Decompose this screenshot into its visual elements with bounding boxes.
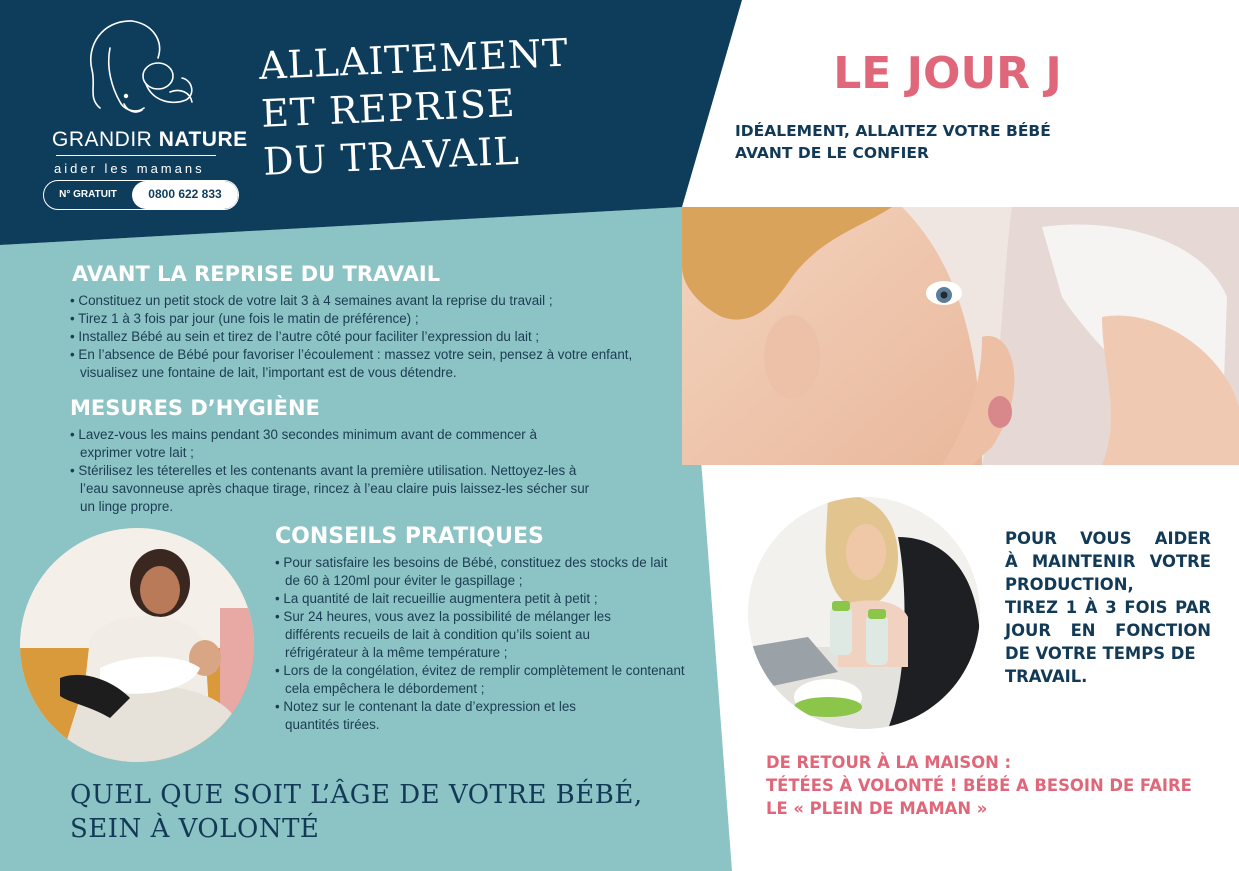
brand-name: GRANDIR NATURE xyxy=(52,128,248,151)
list-item: • Installez Bébé au sein et tirez de l’autre côté pour faciliter l’expression du lait ; xyxy=(70,328,670,346)
list-item: • Tirez 1 à 3 fois par jour (une fois le matin de préférence) ; xyxy=(70,310,670,328)
title-line: DU TRAVAIL xyxy=(262,128,521,184)
aide-text xyxy=(1005,527,1211,688)
breast-pump-photo xyxy=(748,497,980,729)
ideal-line: AVANT DE LE CONFIER xyxy=(735,144,929,162)
section-heading-conseils: CONSEILS PRATIQUES xyxy=(275,524,544,549)
list-item: • Constituez un petit stock de votre lait 3 à 4 semaines avant la reprise du travail ; xyxy=(70,292,670,310)
brand-tagline: aider les mamans xyxy=(54,161,205,176)
brand-logo xyxy=(40,18,248,218)
baby-breastfeeding-illustration xyxy=(682,207,1239,465)
retour-text xyxy=(766,751,1226,820)
retour-line: DE RETOUR À LA MAISON : xyxy=(766,753,1012,772)
jour-j-title: LE JOUR J xyxy=(833,48,1062,99)
list-item: • En l’absence de Bébé pour favoriser l’écoulement : massez votre sein, pensez à votre enfant, visualisez une fontaine de lait, l’important est de vous détendre. xyxy=(70,346,640,382)
list-item: • Lavez-vous les mains pendant 30 secondes minimum avant de commencer à exprimer votre lait ; xyxy=(70,426,580,462)
aide-line: TIREZ 1 À 3 FOIS PAR xyxy=(1005,598,1211,617)
list-item: • La quantité de lait recueillie augmentera petit à petit ; xyxy=(275,590,685,608)
hygiene-list xyxy=(70,426,598,516)
conseils-list xyxy=(275,554,685,734)
aide-line: TRAVAIL. xyxy=(1005,667,1088,686)
aide-line: PRODUCTION, xyxy=(1005,575,1134,594)
phone-label: N° GRATUIT xyxy=(59,189,117,200)
main-title xyxy=(258,26,624,186)
avant-list xyxy=(70,292,670,382)
title-line: ALLAITEMENT xyxy=(258,30,570,88)
title-line: ET REPRISE xyxy=(260,80,517,136)
aide-line: À MAINTENIR VOTRE xyxy=(1005,552,1211,571)
retour-line: TÉTÉES À VOLONTÉ ! BÉBÉ A BESOIN DE FAIRE xyxy=(766,776,1192,795)
bottom-quote xyxy=(70,778,690,846)
breast-pump-illustration xyxy=(748,497,980,729)
aide-line: JOUR EN FONCTION xyxy=(1005,621,1211,640)
mother-baby-logo-icon xyxy=(40,18,240,128)
list-item: • Pour satisfaire les besoins de Bébé, constituez des stocks de lait de 60 à 120ml pour éviter le gaspillage ; xyxy=(275,554,685,590)
logo-divider xyxy=(56,155,216,156)
mother-breastfeeding-illustration xyxy=(20,528,254,762)
list-item: • Sur 24 heures, vous avez la possibilité de mélanger les différents recueils de lait à condition qu’ils soient au réfrigérateur à la même température ; xyxy=(275,608,655,662)
retour-line: LE « PLEIN DE MAMAN » xyxy=(766,799,988,818)
section-heading-hygiene: MESURES D’HYGIÈNE xyxy=(70,396,320,420)
aide-line: DE VOTRE TEMPS DE xyxy=(1005,644,1196,663)
mother-breastfeeding-photo xyxy=(20,528,254,762)
section-heading-avant: AVANT LA REPRISE DU TRAVAIL xyxy=(72,262,441,286)
phone-pill xyxy=(43,180,239,210)
quote-line: SEIN À VOLONTÉ xyxy=(70,814,320,844)
ideal-line: IDÉALEMENT, ALLAITEZ VOTRE BÉBÉ xyxy=(735,122,1051,140)
list-item: • Stérilisez les téterelles et les contenants avant la première utilisation. Nettoyez-les à l’eau savonneuse après chaque tirage, rincez à l’eau claire puis laissez-les sécher sur un linge propre. xyxy=(70,462,590,516)
aide-line: POUR VOUS AIDER xyxy=(1005,529,1211,548)
phone-number[interactable]: 0800 622 833 xyxy=(132,181,238,209)
list-item: • Notez sur le contenant la date d’expression et les quantités tirées. xyxy=(275,698,605,734)
quote-line: QUEL QUE SOIT L’ÂGE DE VOTRE BÉBÉ, xyxy=(70,780,643,810)
baby-breastfeeding-photo xyxy=(682,207,1239,465)
list-item: • Lors de la congélation, évitez de remplir complètement le contenant cela empêchera le débordement ; xyxy=(275,662,685,698)
ideal-text xyxy=(735,120,1155,164)
